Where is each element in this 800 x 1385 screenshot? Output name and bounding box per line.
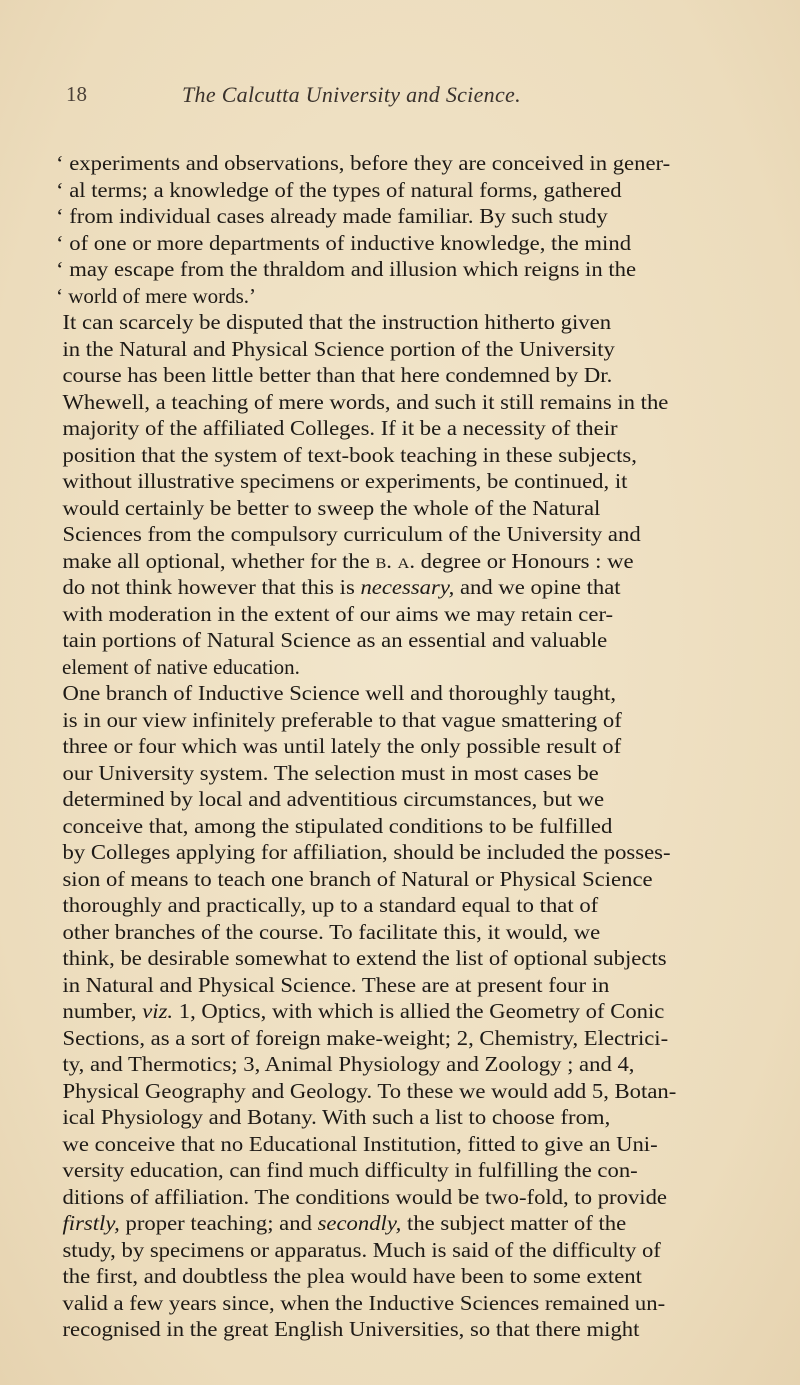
text-line [56, 1051, 800, 1078]
text-segment: ‘ may escape from the thraldom and illusion which reigns in the [56, 257, 637, 281]
text-segment: degree or Honours : we [415, 548, 634, 573]
text-line [56, 1131, 800, 1158]
text-segment: the subject matter of the [401, 1211, 627, 1235]
text-line [56, 415, 800, 442]
text-segment: determined by local and adventitious circumstances, but we [62, 787, 605, 811]
text-segment: proper teaching; and [119, 1211, 318, 1235]
text-line [56, 521, 800, 548]
text-segment: Sciences from the compulsory curriculum of the University and [62, 522, 641, 546]
text-line [56, 230, 800, 257]
text-segment: ‘ of one or more departments of inductive knowledge, the mind [56, 230, 632, 255]
text-segment: three or four which was until lately the only possible result of [62, 734, 622, 758]
text-line [56, 256, 800, 283]
text-segment: ical Physiology and Botany. With such a list to choose from, [62, 1105, 611, 1129]
text-segment: sion of means to teach one branch of Natural or Physical Science [62, 866, 653, 891]
text-line [56, 389, 800, 416]
text-segment: majority of the affiliated Colleges. If it be a necessity of their [62, 416, 618, 440]
text-segment: number, [62, 999, 143, 1023]
text-segment: valid a few years since, when the Inductive Sciences remained un- [62, 1290, 666, 1315]
text-segment: in Natural and Physical Science. These are at present four in [62, 972, 610, 997]
text-segment: Physical Geography and Geology. To these we would add 5, Botan- [62, 1078, 677, 1103]
text-segment: versity education, can find much difficulty in fulfilling the con- [62, 1158, 638, 1182]
text-segment: 1, Optics, with which is allied the Geometry of Conic [173, 999, 665, 1023]
text-segment: and we opine that [454, 575, 621, 599]
text-segment: Whewell, a teaching of mere words, and such it still remains in the [62, 389, 669, 414]
italic-text: viz. [142, 999, 174, 1023]
text-segment: course has been little better than that here condemned by Dr. [62, 363, 613, 387]
text-segment: think, be desirable somewhat to extend the list of optional subjects [62, 946, 667, 970]
body-text [56, 150, 766, 1343]
text-line [56, 442, 800, 469]
text-segment: in the Natural and Physical Science portion of the University [62, 336, 615, 361]
text-segment: tain portions of Natural Science as an essential and valuable [62, 628, 608, 652]
text-line [56, 733, 800, 760]
text-segment: recognised in the great English Universities, so that there might [62, 1317, 640, 1341]
text-line [56, 1157, 800, 1184]
text-segment: other branches of the course. To facilitate this, it would, we [62, 919, 601, 944]
text-line [56, 1237, 800, 1264]
text-line [56, 1263, 800, 1290]
text-line [56, 1316, 800, 1343]
text-segment: position that the system of text-book teaching in these subjects, [62, 442, 637, 467]
text-segment: Sections, as a sort of foreign make-weight; 2, Chemistry, Electrici- [62, 1025, 669, 1050]
text-line [56, 283, 766, 310]
page-header [62, 82, 762, 112]
italic-text: secondly, [317, 1211, 402, 1235]
text-segment: element of native education. [62, 654, 300, 679]
text-line [56, 760, 800, 787]
text-segment: ‘ from individual cases already made familiar. By such study [56, 204, 608, 228]
text-line [56, 203, 800, 230]
page-number: 18 [66, 82, 87, 106]
text-line [56, 150, 800, 177]
text-line [56, 919, 800, 946]
text-line [56, 1104, 800, 1131]
text-line [56, 707, 800, 734]
text-line [56, 362, 800, 389]
text-line [56, 548, 800, 575]
text-line [56, 786, 800, 813]
text-segment: b. a. [375, 548, 416, 573]
text-segment: ‘ experiments and observations, before they are conceived in gener- [56, 151, 671, 175]
text-line [56, 468, 800, 495]
italic-text: necessary, [360, 575, 455, 599]
text-segment: One branch of Inductive Science well and thoroughly taught, [62, 681, 617, 705]
text-line [56, 680, 800, 707]
text-line [56, 945, 800, 972]
text-segment: thoroughly and practically, up to a standard equal to that of [62, 893, 599, 917]
text-segment: ty, and Thermotics; 3, Animal Physiology and Zoology ; and 4, [62, 1052, 635, 1076]
text-line [56, 1210, 800, 1237]
text-line [56, 654, 766, 681]
text-line [56, 866, 800, 893]
text-line [56, 336, 800, 363]
text-line [56, 1290, 800, 1317]
text-segment: ditions of affiliation. The conditions would be two-fold, to provide [62, 1184, 667, 1209]
text-segment: ‘ world of mere words.’ [56, 283, 257, 308]
text-line [56, 972, 800, 999]
text-segment: we conceive that no Educational Institution, fitted to give an Uni- [62, 1131, 658, 1156]
text-line [56, 177, 800, 204]
text-segment: with moderation in the extent of our aims we may retain cer- [62, 601, 614, 626]
text-segment: our University system. The selection must in most cases be [62, 760, 599, 785]
text-line [56, 309, 800, 336]
text-segment: by Colleges applying for affiliation, should be included the posses- [62, 840, 671, 864]
text-line [56, 813, 800, 840]
text-segment: make all optional, whether for the [62, 548, 376, 573]
text-line [56, 627, 800, 654]
text-line [56, 892, 800, 919]
text-line [56, 1078, 800, 1105]
text-segment: do not think however that this is [62, 575, 361, 599]
text-line [56, 839, 800, 866]
text-segment: ‘ al terms; a knowledge of the types of natural forms, gathered [56, 177, 622, 202]
text-line [56, 1184, 800, 1211]
running-title: The Calcutta University and Science. [182, 82, 521, 107]
text-segment: the first, and doubtless the plea would have been to some extent [62, 1264, 642, 1288]
text-line [56, 1025, 800, 1052]
text-line [56, 601, 800, 628]
text-line [56, 998, 800, 1025]
text-line [56, 495, 800, 522]
text-segment: without illustrative specimens or experiments, be continued, it [62, 469, 628, 493]
text-segment: study, by specimens or apparatus. Much is said of the difficulty of [62, 1237, 661, 1262]
text-segment: is in our view infinitely preferable to that vague smattering of [62, 707, 622, 732]
text-segment: conceive that, among the stipulated conditions to be fulfilled [62, 813, 613, 838]
text-line [56, 574, 800, 601]
text-segment: It can scarcely be disputed that the instruction hitherto given [62, 310, 612, 334]
text-segment: would certainly be better to sweep the whole of the Natural [62, 495, 601, 520]
italic-text: firstly, [62, 1211, 120, 1235]
